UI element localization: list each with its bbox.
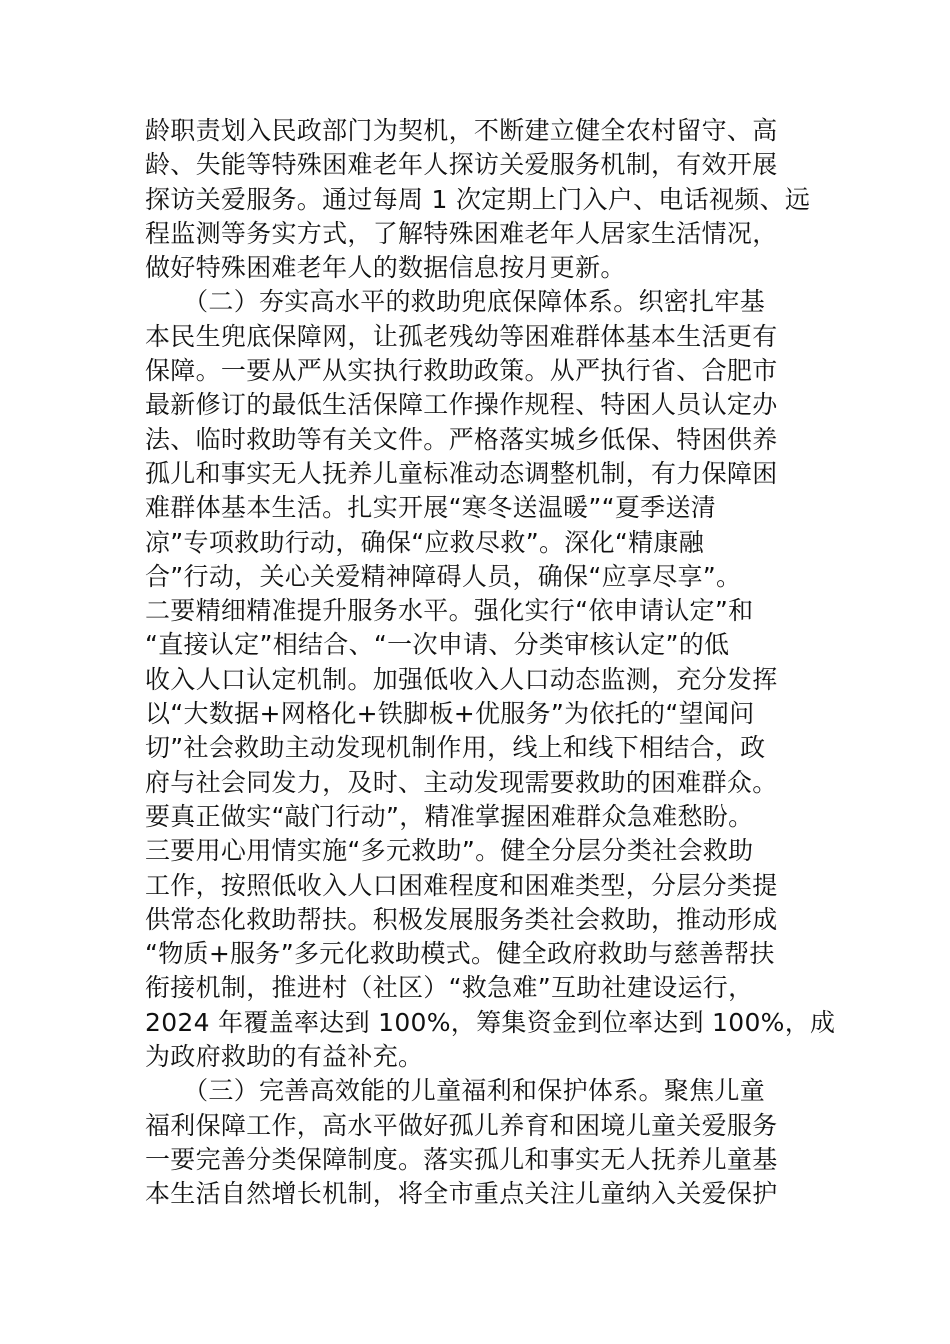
text-line: “直接认定”相结合、“一次申请、分类审核认定”的低 — [145, 630, 730, 660]
text-line: 做好特殊困难老年人的数据信息按月更新。 — [145, 253, 626, 283]
text-line: 程监测等务实方式，了解特殊困难老年人居家生活情况， — [145, 218, 778, 248]
text-line: 最新修订的最低生活保障工作操作规程、特困人员认定办 — [145, 390, 778, 420]
text-line: 府与社会同发力，及时、主动发现需要救助的困难群众。 — [145, 767, 778, 797]
text-line: “物质+服务”多元化救助模式。健全政府救助与慈善帮扶 — [145, 939, 775, 969]
text-line: 三要用心用情实施“多元救助”。健全分层分类社会救助 — [145, 836, 754, 866]
text-line: 要真正做实“敲门行动”，精准掌握困难群众急难愁盼。 — [145, 801, 754, 831]
text-line: 工作，按照低收入人口困难程度和困难类型，分层分类提 — [145, 870, 778, 900]
text-line: 切”社会救助主动发现机制作用，线上和线下相结合，政 — [145, 733, 766, 763]
text-line: 本生活自然增长机制，将全市重点关注儿童纳入关爱保护 — [145, 1179, 778, 1209]
body-text — [145, 114, 836, 1212]
text-line: 收入人口认定机制。加强低收入人口动态监测，充分发挥 — [145, 664, 778, 694]
text-line: 凉”专项救助行动，确保“应救尽救”。深化“精康融 — [145, 527, 705, 557]
text-line: （二）夯实高水平的救助兜底保障体系。织密扎牢基 — [145, 287, 766, 317]
text-line: 一要完善分类保障制度。落实孤儿和事实无人抚养儿童基 — [145, 1144, 778, 1174]
text-line: 保障。一要从严从实执行救助政策。从严执行省、合肥市 — [145, 356, 778, 386]
text-line: 难群体基本生活。扎实开展“寒冬送温暖”“夏季送清 — [145, 493, 717, 523]
text-line: 衔接机制，推进村（社区）“救急难”互助社建设运行， — [145, 973, 754, 1003]
text-line: 合”行动，关心关爱精神障碍人员，确保“应享尽享”。 — [145, 561, 742, 591]
text-line: 龄、失能等特殊困难老年人探访关爱服务机制，有效开展 — [145, 150, 778, 180]
text-line: 二要精细精准提升服务水平。强化实行“依申请认定”和 — [145, 596, 754, 626]
text-line: 法、临时救助等有关文件。严格落实城乡低保、特困供养 — [145, 424, 778, 454]
text-line: （三）完善高效能的儿童福利和保护体系。聚焦儿童 — [145, 1076, 766, 1106]
text-line: 龄职责划入民政部门为契机，不断建立健全农村留守、高 — [145, 116, 778, 145]
text-line: 供常态化救助帮扶。积极发展服务类社会救助，推动形成 — [145, 904, 778, 934]
text-line: 2024 年覆盖率达到 100%，筹集资金到位率达到 100%，成 — [145, 1007, 836, 1037]
text-line: 孤儿和事实无人抚养儿童标准动态调整机制，有力保障困 — [145, 458, 778, 488]
text-line: 以“大数据+网格化+铁脚板+优服务”为依托的“望闻问 — [145, 699, 755, 729]
text-line: 福利保障工作，高水平做好孤儿养育和困境儿童关爱服务 — [145, 1110, 778, 1140]
text-line: 为政府救助的有益补充。 — [145, 1042, 424, 1072]
text-line: 本民生兜底保障网，让孤老残幼等困难群体基本生活更有 — [145, 321, 778, 351]
text-line: 探访关爱服务。通过每周 1 次定期上门入户、电话视频、远 — [145, 184, 811, 214]
